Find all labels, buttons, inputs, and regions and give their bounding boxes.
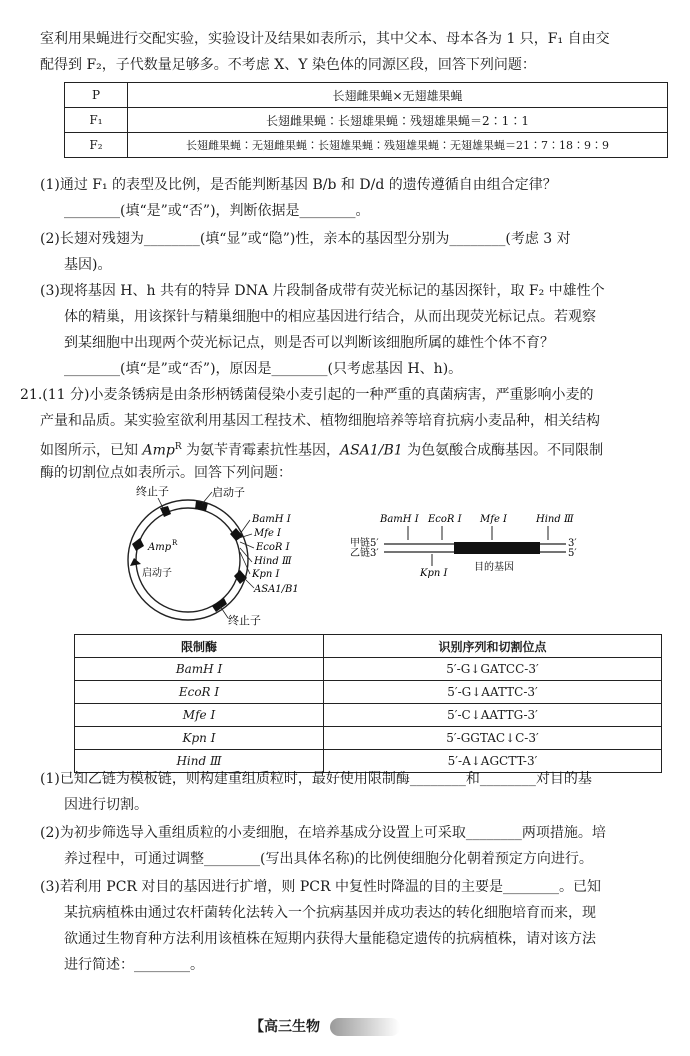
dna-end-b: 5′ [568, 548, 577, 559]
enzyme-site: 5′-G↓GATCC-3′ [324, 658, 662, 681]
q21-line-3-c: 为色氨酸合成酶基因。不同限制 [402, 442, 604, 459]
table-row [65, 83, 668, 108]
label-bamh: BamH Ⅰ [252, 514, 291, 525]
intro-line-1: 室利用果蝇进行交配实验，实验设计及结果如表所示，其中父本、母本各为 1 只，F₁ 自由交 [40, 31, 610, 47]
header-enzyme: 限制酶 [75, 635, 324, 658]
enzyme-name: EcoR Ⅰ [75, 681, 324, 704]
q21-line-1: 21.(11 分)小麦条锈病是由条形柄锈菌侵染小麦引起的一种严重的真菌病害，严重影响小麦的 [20, 387, 594, 403]
label-promoter-left: 启动子 [142, 568, 172, 579]
q21-line-2: 产量和品质。某实验室欲利用基因工程技术、植物细胞培养等培育抗病小麦品种，相关结构 [40, 413, 600, 429]
enzyme-site: 5′-C↓AATTG-3′ [324, 704, 662, 727]
label-mfe: Mfe Ⅰ [254, 528, 281, 539]
footer-fade [330, 1018, 400, 1036]
restriction-block [230, 528, 243, 541]
label-ampr: Amp [148, 542, 172, 553]
q21-line-3-b: 为氨苄青霉素抗性基因， [181, 442, 341, 459]
dna-label-gene: 目的基因 [474, 562, 514, 573]
enzyme-table [74, 634, 662, 773]
table-row [75, 704, 662, 727]
q20-3-line-c: 到某细胞中出现两个荧光标记点，则是否可以判断该细胞所属的雄性个体不育？ [64, 335, 554, 351]
generation-cell: F₂ [65, 133, 128, 158]
table-header-row [75, 635, 662, 658]
q20-3-line-d: ________(填“是”或“否”)，原因是________(只考虑基因 H、h)。 [64, 361, 463, 377]
q21-line-4: 酶的切割位点如表所示。回答下列问题： [40, 465, 292, 481]
table-row [75, 727, 662, 750]
leader-line [202, 492, 212, 504]
header-site: 识别序列和切割位点 [324, 635, 662, 658]
enzyme-site: 5′-G↓AATTC-3′ [324, 681, 662, 704]
enzyme-site: 5′-A↓AGCTT-3′ [324, 750, 662, 773]
label-ecor: EcoR Ⅰ [256, 542, 290, 553]
label-terminator-bottom: 终止子 [228, 614, 261, 627]
q21-3-line-d: 进行简述：________。 [64, 957, 204, 973]
dna-end-a: 3′ [568, 538, 577, 549]
label-promoter-top: 启动子 [212, 486, 245, 499]
q21-2-line-b: 养过程中，可通过调整________(写出具体名称)的比例使细胞分化朝着预定方向进行。 [64, 851, 593, 867]
phenotype-cell: 长翅雌果蝇∶长翅雄果蝇∶残翅雄果蝇＝2∶1∶1 [128, 108, 668, 133]
dna-label-bamh: BamH Ⅰ [380, 514, 419, 525]
label-kpn: Kpn Ⅰ [252, 569, 280, 580]
enzyme-name: BamH Ⅰ [75, 658, 324, 681]
enzyme-name: Kpn Ⅰ [75, 727, 324, 750]
table-row [75, 681, 662, 704]
ampr-block [132, 538, 144, 551]
label-asa: ASA1/B1 [254, 584, 299, 595]
phenotype-cell: 长翅雌果蝇∶无翅雌果蝇∶长翅雄果蝇∶残翅雄果蝇∶无翅雄果蝇＝21∶7∶18∶9∶9 [128, 133, 668, 158]
plasmid-inner-ring [136, 508, 240, 612]
q20-1-line-b: ________(填“是”或“否”)，判断依据是________。 [64, 203, 370, 219]
label-hind: Hind Ⅲ [254, 556, 292, 567]
q20-2-line-a: (2)长翅对残翅为________(填“显”或“隐”)性，亲本的基因型分别为________(考虑 3 对 [40, 231, 571, 247]
footer-label [250, 1012, 350, 1042]
plasmid-diagram [100, 484, 340, 630]
target-gene-block [454, 542, 540, 554]
table-row [65, 108, 668, 133]
dna-strand-a: 甲链5′ [350, 538, 379, 549]
q21-3-line-a: (3)若利用 PCR 对目的基因进行扩增，则 PCR 中复性时降温的目的主要是________。已知 [40, 879, 601, 895]
asa-inline: ASA1/B1 [340, 442, 403, 459]
enzyme-site: 5′-GGTAC↓C-3′ [324, 727, 662, 750]
dna-label-kpn: Kpn Ⅰ [420, 568, 448, 578]
leader-line [240, 520, 250, 534]
generation-cell: F₁ [65, 108, 128, 133]
dna-strand-b: 乙链3′ [350, 548, 379, 559]
enzyme-name: Hind Ⅲ [75, 750, 324, 773]
q20-1-line-a: (1)通过 F₁ 的表型及比例，是否能判断基因 B/b 和 D/d 的遗传遵循自由组合定律？ [40, 177, 557, 193]
q21-1-line-b: 因进行切割。 [64, 797, 148, 813]
table-row [75, 658, 662, 681]
terminator-block-bottom [212, 598, 227, 612]
target-dna-diagram [350, 508, 590, 578]
generation-cell: P [65, 83, 128, 108]
q21-1-line-a: (1)已知乙链为模板链，则构建重组质粒时，最好使用限制酶________和________对目的基 [40, 771, 592, 787]
dna-label-hind: Hind Ⅲ [536, 514, 574, 525]
footer-text: 【高三生物 [250, 1019, 320, 1035]
q21-2-line-a: (2)为初步筛选导入重组质粒的小麦细胞，在培养基成分设置上可采取________两项措施。培 [40, 825, 606, 841]
table-row [65, 133, 668, 158]
plasmid-outer-ring [128, 500, 248, 620]
ampr-inline: Amp [142, 442, 175, 459]
q20-2-line-b: 基因)。 [64, 257, 112, 273]
ampr-sup: R [174, 442, 182, 452]
q21-line-3-a: 如图所示，已知 [40, 442, 143, 459]
enzyme-name: Mfe Ⅰ [75, 704, 324, 727]
label-ampr-sup: R [172, 539, 178, 547]
label-terminator-top: 终止子 [136, 485, 169, 498]
intro-line-2: 配得到 F₂，子代数量足够多。不考虑 X、Y 染色体的同源区段，回答下列问题： [40, 57, 536, 73]
asa-gene-block [234, 570, 247, 584]
q21-3-line-b: 某抗病植株由通过农杆菌转化法转入一个抗病基因并成功表达的转化细胞培育而来，现 [64, 905, 596, 921]
phenotype-cell: 长翅雌果蝇×无翅雄果蝇 [128, 83, 668, 108]
q20-3-line-b: 体的精巢，用该探针与精巢细胞中的相应基因进行结合，从而出现荧光标记点。若观察 [64, 309, 596, 325]
q21-3-line-c: 欲通过生物育种方法利用该植株在短期内获得大量能稳定遗传的抗病植株，请对该方法 [64, 931, 596, 947]
dna-label-mfe: Mfe Ⅰ [480, 514, 507, 525]
q20-3-line-a: (3)现将基因 H、h 共有的特异 DNA 片段制备成带有荧光标记的基因探针，取 F₂ 中雄性个 [40, 283, 605, 299]
dna-label-ecor: EcoR Ⅰ [428, 514, 462, 525]
cross-table [64, 82, 668, 158]
